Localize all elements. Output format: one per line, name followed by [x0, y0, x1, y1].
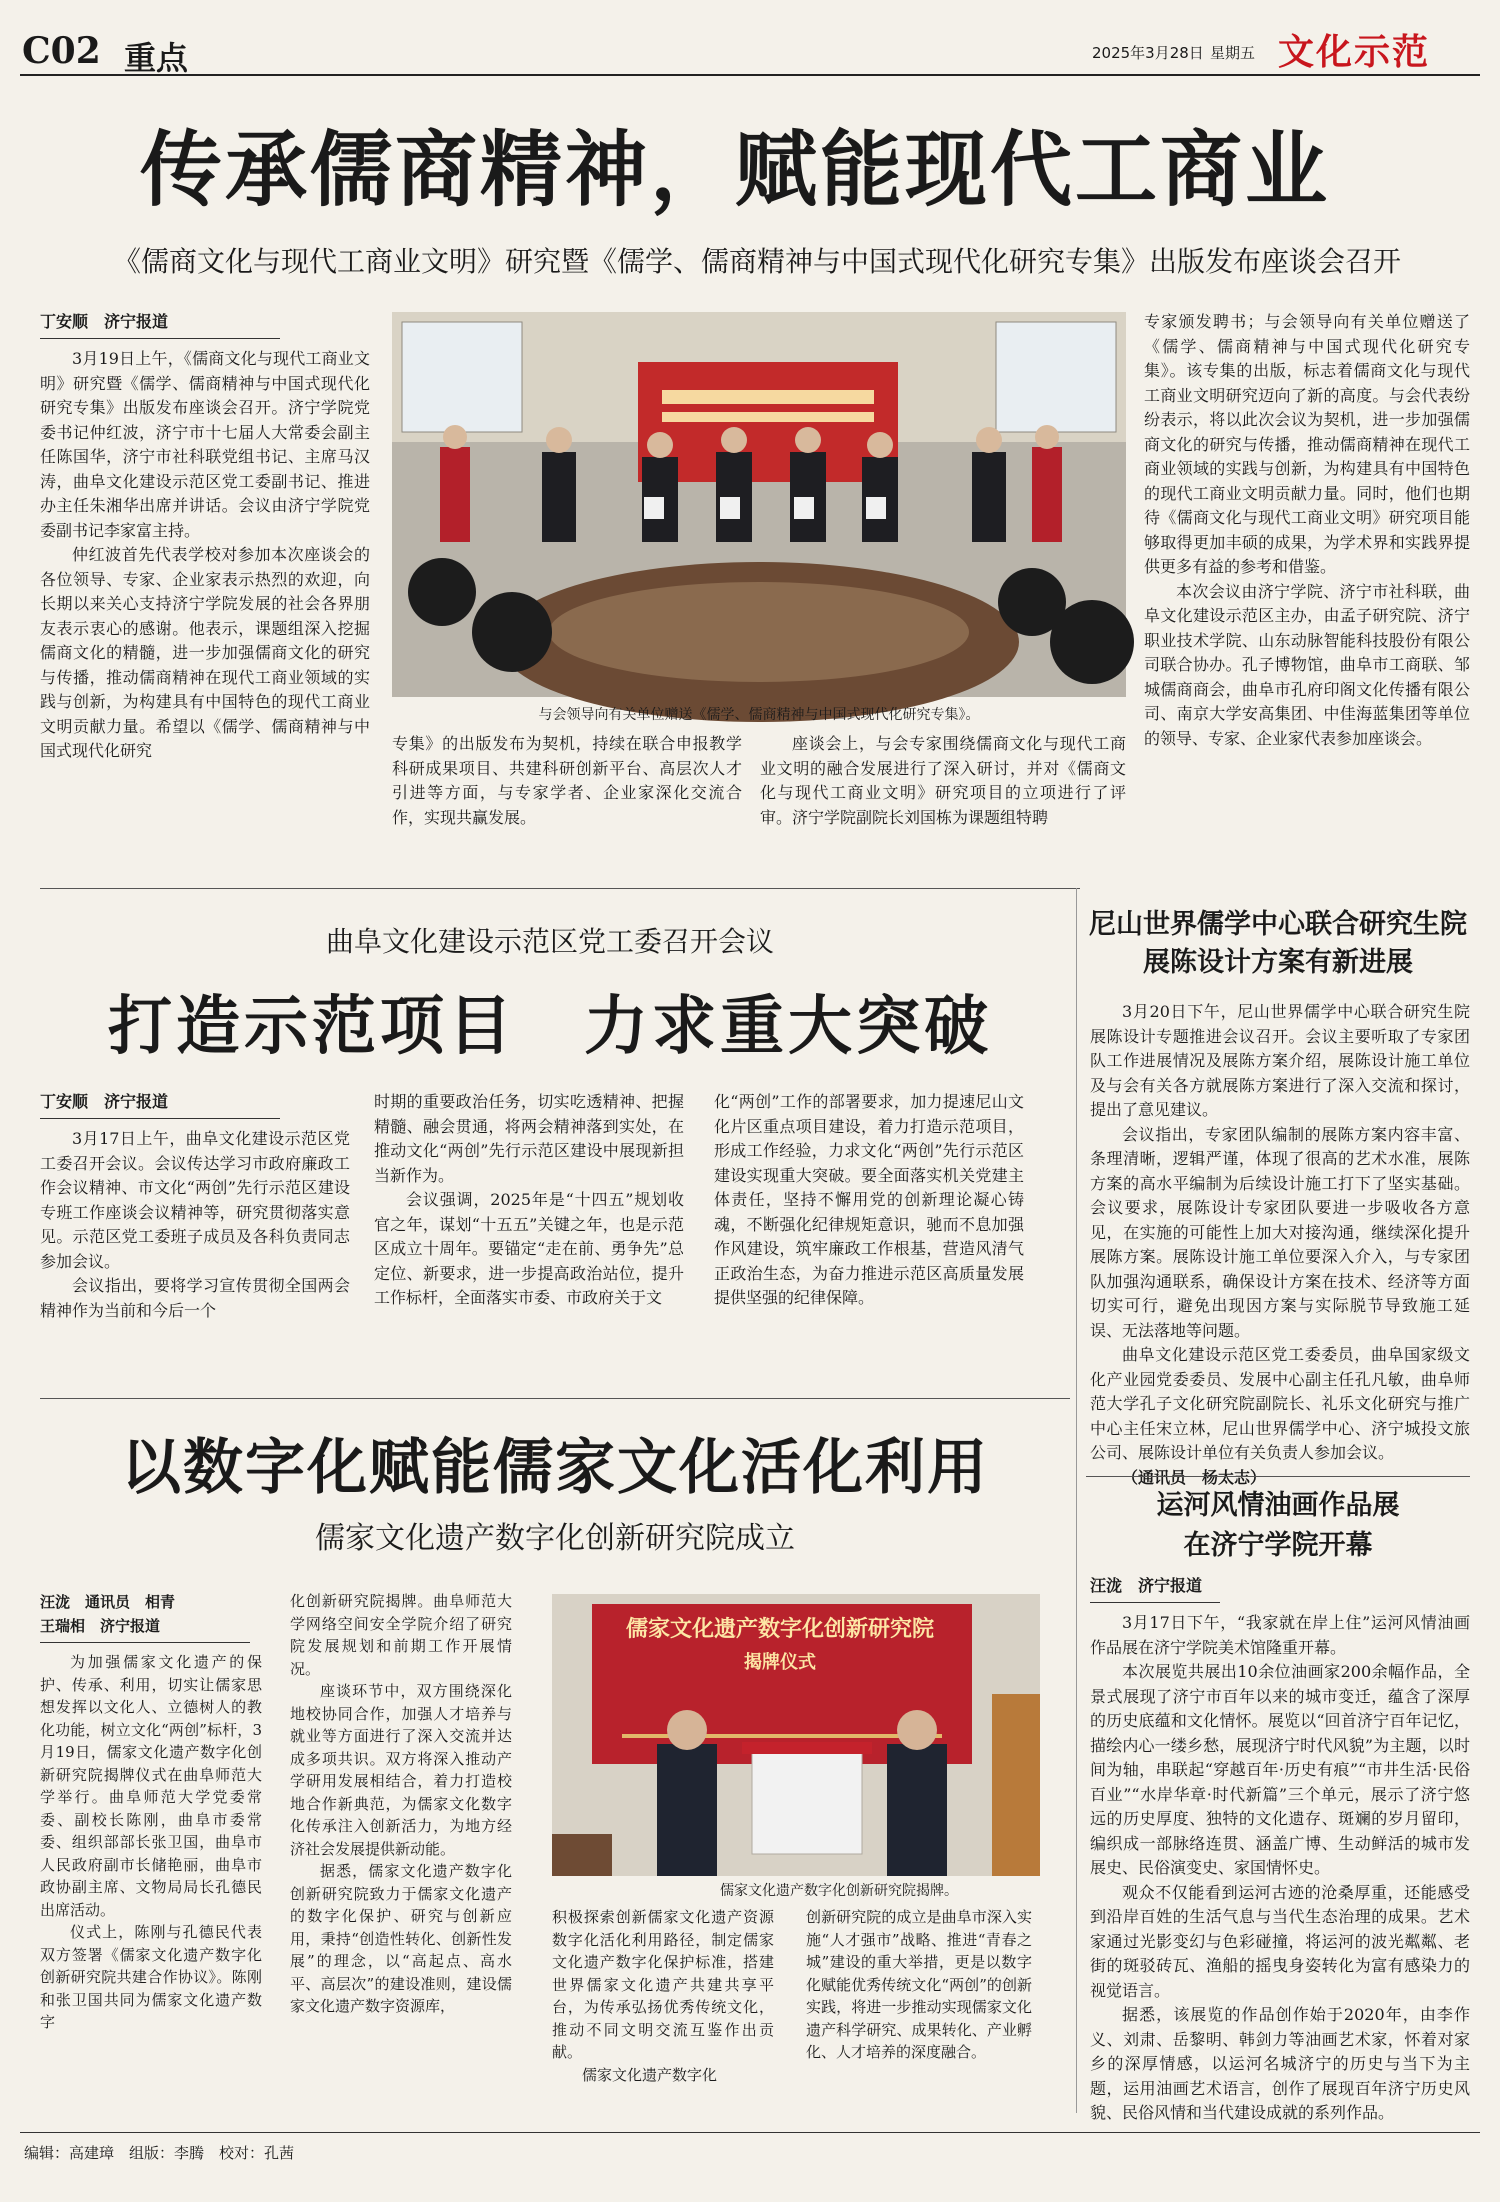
byline-rule — [1090, 1602, 1220, 1603]
article5-body — [1090, 1574, 1470, 2122]
divider — [40, 888, 1080, 889]
article1-column-4 — [1144, 310, 1470, 875]
article1-paragraph: 座谈会上，与会专家围绕儒商文化与现代工商业文明的融合发展进行了深入研讨，并对《儒商文化与现代工商业文明》研究项目的立项进行了评审。济宁学院副院长刘国栋为课题组特聘 — [760, 734, 1126, 827]
byline-rule — [40, 1642, 250, 1643]
article4-paragraph: 创新研究院的成立是曲阜市深入实施“人才强市”战略、推进“青春之城”建设的重大举措，更是以数字化赋能优秀传统文化“两创”的创新实践，将进一步推动实现儒家文化遗产科学研究、成果转化、产业孵化、人才培养的深度融合。 — [806, 1908, 1032, 2061]
article4-paragraph: 座谈环节中，双方围绕深化地校协同合作，加强人才培养与就业等方面进行了深入交流并达成多项共识。双方将深入推动产学研用发展相结合，着力打造校地合作新典范，为儒家文化数字化传承注入创新活力，为地方经济社会发展提供新动能。 — [290, 1682, 512, 1858]
article5-byline: 汪泷 济宁报道 — [1090, 1576, 1203, 1595]
article4-paragraph: 积极探索创新儒家文化遗产资源数字化活化利用路径，制定儒家文化遗产数字化保护标准，搭建世界儒家文化遗产共建共享平台，为传承弘扬优秀传统文化，推动不同文明交流互鉴作出贡献。 — [552, 1908, 774, 2061]
article1-paragraph: 本次会议由济宁学院、济宁市社科联，曲阜文化建设示范区主办，由孟子研究院、济宁职业技术学院、山东动脉智能科技股份有限公司联合协办。孔子博物馆，曲阜市工商联、邹城儒商商会，曲阜市孔府印阁文化传播有限公司、南京大学安高集团、中佳海蓝集团等单位的领导、专家、企业家代表参加座谈会。 — [1144, 581, 1470, 748]
footer-rule — [20, 2132, 1480, 2133]
article2-kicker: 曲阜文化建设示范区党工委召开会议 — [325, 925, 774, 958]
issue-weekday: 星期五 — [1210, 44, 1256, 62]
article4-paragraph: 为加强儒家文化遗产的保护、传承、利用，切实让儒家思想发挥以文化人、立德树人的教化功能，树立文化“两创”标杆，3月19日，儒家文化遗产数字化创新研究院揭牌仪式在曲阜师范大学举行。曲阜师范大学党委常委、副校长陈刚，曲阜市委常委、组织部部长张卫国，曲阜市人民政府副市长储艳丽，曲阜市政协副主席、文物局局长孔德民出席活动。 — [40, 1653, 262, 1919]
article4-column-2 — [290, 1590, 512, 2112]
article4-paragraph: 据悉，儒家文化遗产数字化创新研究院致力于儒家文化遗产的数字化保护、研究与创新应用，秉持“创造性转化、创新性发展”的理念，以“高起点、高水平、高层次”的建设准则，建设儒家文化遗产数字资源库， — [290, 1862, 512, 2015]
article2-paragraph: 3月17日上午，曲阜文化建设示范区党工委召开会议。会议传达学习市政府廉政工作会议精神、市文化“两创”先行示范区建设专班工作座谈会议精神等，研究贯彻落实意见。示范区党工委班子成员及各科负责同志参加会议。 — [40, 1129, 350, 1271]
meeting-photo-illustration — [392, 312, 1126, 697]
header-rule — [20, 74, 1480, 76]
article5-title-line2: 在济宁学院开幕 — [1183, 1530, 1373, 1561]
page-header — [0, 0, 1500, 80]
article5-paragraph: 观众不仅能看到运河古迹的沧桑厚重，还能感受到沿岸百姓的生活气息与当代生态治理的成果。艺术家通过光影变幻与色彩碰撞，将运河的波光粼粼、老街的斑驳砖瓦、渔船的摇曳身姿转化为富有感染力的视觉语言。 — [1090, 1882, 1470, 2000]
article1-paragraph: 专家颁发聘书；与会领导向有关单位赠送了《儒学、儒商精神与中国式现代化研究专集》。该专集的出版，标志着儒商文化与现代工商业文明研究迈向了新的高度。与会代表纷纷表示，将以此次会议为契机，进一步加强儒商文化的研究与传播，推动儒商精神在现代工商业领域的实践与创新，为构建具有中国特色的现代工商业文明贡献力量。同时，他们也期待《儒商文化与现代工商业文明》研究项目能够取得更加丰硕的成果，为学术界和实践界提供更多有益的参考和借鉴。 — [1144, 312, 1470, 576]
divider — [40, 1398, 1070, 1399]
article4-title: 以数字化赋能儒家文化活化利用 — [121, 1433, 989, 1503]
column-divider — [1076, 888, 1077, 2113]
article4-photo-banner — [580, 1612, 980, 1680]
article1-paragraph: 专集》的出版发布为契机，持续在联合申报教学科研成果项目、共建科研创新平台、高层次人才引进等方面，与专家学者、企业家深化交流合作，实现共赢发展。 — [392, 734, 742, 827]
section-name: 重点 — [124, 39, 189, 77]
article1-paragraph: 仲红波首先代表学校对参加本次座谈会的各位领导、专家、企业家表示热烈的欢迎，向长期以来关心支持济宁学院发展的社会各界朋友表示衷心的感谢。他表示，课题组深入挖掘儒商文化的精髓，进一步加强儒商文化的研究与传播，推动儒商精神在现代工商业领域的实践与创新，为构建具有中国特色的现代工商业文明贡献力量。希望以《儒学、儒商精神与中国式现代化研究 — [40, 545, 370, 760]
article3-title-line1: 尼山世界儒学中心联合研究生院 — [1089, 909, 1467, 940]
article2-title: 打造示范项目 力求重大突破 — [108, 989, 992, 1064]
article5-paragraph: 3月17日下午，“我家就在岸上住”运河风情油画作品展在济宁学院美术馆隆重开幕。 — [1090, 1613, 1470, 1657]
issue-date: 2025年3月28日 — [1092, 44, 1204, 62]
article2-paragraph: 时期的重要政治任务，切实吃透精神、把握精髓、融会贯通，将两会精神落到实处，在推动文化“两创”先行示范区建设中展现新担当新作为。 — [374, 1092, 684, 1185]
article3-title — [1086, 906, 1470, 982]
article2-column-3 — [714, 1090, 1024, 1360]
article1-photo — [392, 312, 1126, 697]
article2-byline: 丁安顺 济宁报道 — [40, 1092, 169, 1111]
article4-column-3 — [552, 1906, 774, 2116]
article1-photo-caption: 与会领导向有关单位赠送《儒学、儒商精神与中国式现代化研究专集》。 — [538, 707, 980, 723]
article4-byline-line2: 王瑞相 济宁报道 — [40, 1617, 161, 1635]
footer-credits: 编辑：高建璋 组版：李腾 校对：孔茜 — [24, 2144, 295, 2162]
article2-paragraph: 化“两创”工作的部署要求，加力提速尼山文化片区重点项目建设，着力打造示范项目，形成工作经验，力求文化“两创”先行示范区建设实现重大突破。要全面落实机关党建主体责任，坚持不懈用党的创新理论凝心铸魂，不断强化纪律规矩意识，驰而不息加强作风建设，筑牢廉政工作根基，营造风清气正政治生态，为奋力推进示范区高质量发展提供坚强的纪律保障。 — [714, 1092, 1024, 1307]
article2-column-2 — [374, 1090, 684, 1360]
article4-photo-caption: 儒家文化遗产数字化创新研究院揭牌。 — [720, 1883, 958, 1899]
article4-byline-line1: 汪泷 通讯员 相青 — [40, 1593, 176, 1611]
divider — [1086, 1476, 1470, 1477]
article3-paragraph: 会议指出，专家团队编制的展陈方案内容丰富、条理清晰，逻辑严谨，体现了很高的艺术水准，展陈方案的高水平编制为后续设计施工打下了坚实基础。会议要求，展陈设计专家团队要进一步吸收各方意见，在实施的可能性上加大对接沟通，继续深化提升展陈方案。展陈设计施工单位要深入介入，与专家团队加强沟通联系，确保设计方案在技术、经济等方面切实可行，避免出现因方案与实际脱节导致施工延误、无法落地等问题。 — [1090, 1124, 1470, 1340]
article3-title-line2: 展陈设计方案有新进展 — [1143, 947, 1413, 978]
article1-column-2 — [392, 732, 742, 877]
article4-column-1 — [40, 1590, 262, 2112]
article4-photo-banner-line2: 揭牌仪式 — [744, 1652, 816, 1673]
article4-subtitle: 儒家文化遗产数字化创新研究院成立 — [315, 1521, 795, 1556]
article1-column-3 — [760, 732, 1126, 877]
article4-paragraph: 仪式上，陈刚与孔德民代表双方签署《儒家文化遗产数字化创新研究院共建合作协议》。陈刚和张卫国共同为儒家文化遗产数字 — [40, 1923, 262, 2031]
byline-rule — [40, 1118, 280, 1119]
article5-title — [1086, 1486, 1470, 1566]
article4-paragraph: 儒家文化遗产数字化 — [582, 2065, 718, 2084]
article1-subtitle: 《儒商文化与现代工商业文明》研究暨《儒学、儒商精神与中国式现代化研究专集》出版发布座谈会召开 — [112, 245, 1401, 278]
article4-column-4 — [806, 1906, 1032, 2116]
page-code: C02 — [22, 30, 101, 72]
article3-body — [1090, 1000, 1470, 1487]
article4-photo-banner-line1: 儒家文化遗产数字化创新研究院 — [625, 1616, 934, 1642]
article2-paragraph: 会议强调，2025年是“十四五”规划收官之年，谋划“十五五”关键之年，也是示范区成立十周年。要锚定“走在前、勇争先”总定位、新要求，进一步提高政治站位，提升工作标杆，全面落实市委、市政府关于文 — [374, 1190, 684, 1307]
byline-rule — [40, 338, 280, 339]
article2-column-1 — [40, 1090, 350, 1360]
article3-credit: （通讯员 杨太志） — [1122, 1467, 1267, 1487]
article3-paragraph: 曲阜文化建设示范区党工委委员，曲阜国家级文化产业园党委委员、发展中心副主任孔凡敏，曲阜师范大学孔子文化研究院副院长、礼乐文化研究与推广中心主任宋立林，尼山世界儒学中心、济宁城投文旅公司、展陈设计单位有关负责人参加会议。 — [1090, 1345, 1470, 1462]
article5-paragraph: 本次展览共展出10余位油画家200余幅作品，全景式展现了济宁市百年以来的城市变迁，蕴含了深厚的历史底蕴和文化情怀。展览以“回首济宁百年记忆，描绘内心一缕乡愁，展现济宁时代风貌”为主题，以时间为轴，串联起“穿越百年·历史有痕”“市井生活·民俗百业”“水岸华章·时代新篇”三个单元，展示了济宁悠远的历史厚度、独特的文化遗存、斑斓的岁月留印，编织成一部脉络连贯、涵盖广博、生动鲜活的城市发展史、民俗演变史、家国情怀史。 — [1090, 1662, 1470, 1877]
article5-paragraph: 据悉，该展览的作品创作始于2020年，由李作义、刘肃、岳黎明、韩剑力等油画艺术家，怀着对家乡的深厚情感，以运河名城济宁的历史与当下为主题，运用油画艺术语言，创作了展现百年济宁历史风貌、民俗风情和当代建设成就的系列作品。 — [1090, 2005, 1470, 2122]
article1-title: 传承儒商精神，赋能现代工商业 — [140, 122, 1331, 218]
article1-paragraph: 3月19日上午，《儒商文化与现代工商业文明》研究暨《儒学、儒商精神与中国式现代化研究专集》出版发布座谈会召开。济宁学院党委书记仲红波，济宁市十七届人大常委会副主任陈国华，济宁市社科联党组书记、主席马汉涛，曲阜文化建设示范区党工委副书记、推进办主任朱湘华出席并讲话。会议由济宁学院党委副书记李家富主持。 — [40, 349, 370, 540]
paper-title: 文化示范 — [1278, 31, 1431, 73]
article1-byline: 丁安顺 济宁报道 — [40, 312, 169, 331]
article1-column-1 — [40, 310, 370, 875]
article4-paragraph: 化创新研究院揭牌。曲阜师范大学网络空间安全学院介绍了研究院发展规划和前期工作开展情况。 — [290, 1592, 512, 1678]
article3-paragraph: 3月20日下午，尼山世界儒学中心联合研究生院展陈设计专题推进会议召开。会议主要听取了专家团队工作进展情况及展陈方案介绍，展陈设计施工单位及与会有关各方就展陈方案进行了深入交流和探讨，提出了意见建议。 — [1090, 1002, 1470, 1119]
article5-title-line1: 运河风情油画作品展 — [1156, 1490, 1400, 1521]
article2-paragraph: 会议指出，要将学习宣传贯彻全国两会精神作为当前和今后一个 — [40, 1276, 350, 1320]
